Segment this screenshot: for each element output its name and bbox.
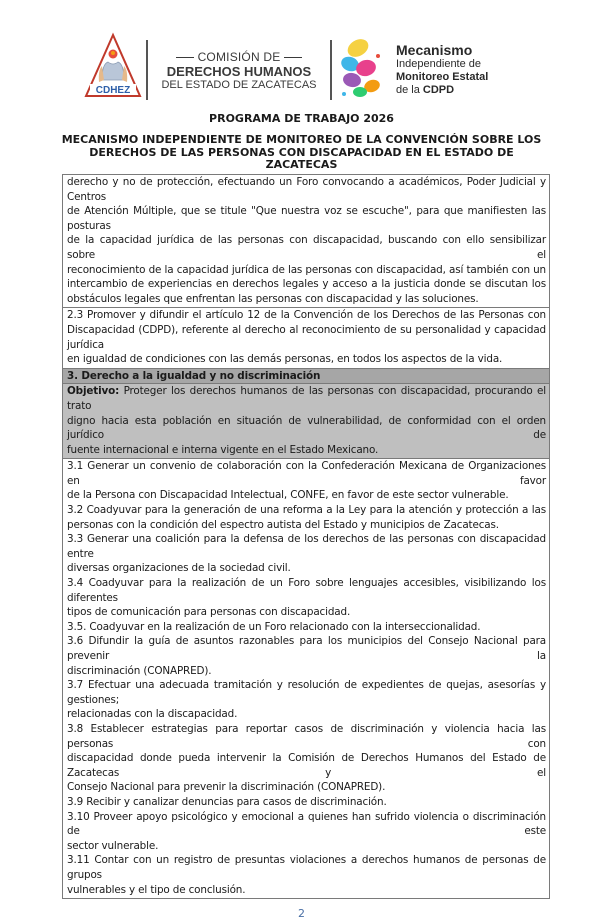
main-title (30, 134, 573, 172)
text-line: en igualdad de condiciones con las demás personas, en todos los aspectos de la vida. (67, 353, 503, 366)
objective-line: fuente internacional e interna vigente en el Estado Mexicano. (67, 443, 379, 456)
text-line: 3.9 Recibir y canalizar denuncias para casos de discriminación. (67, 795, 387, 808)
mechanism-logo-line2: Independiente de (396, 58, 482, 70)
text-line: discriminación (CONAPRED). (67, 664, 212, 677)
action-item (67, 459, 546, 503)
cdhez-name-line2: DERECHOS HUMANOS (166, 64, 312, 79)
text-line: reconocimiento de la capacidad jurídica de las personas con discapacidad, así también con un (67, 263, 546, 276)
text-line: 3.10 Proveer apoyo psicológico y emocional a quienes han sufrido violencia o discriminación de este (67, 810, 546, 838)
items-cell (63, 458, 549, 898)
text-line: 3.6 Difundir la guía de asuntos razonables para los municipios del Consejo Nacional para prevenir la (67, 635, 546, 662)
program-title: PROGRAMA DE TRABAJO 2026 (209, 112, 394, 125)
cdhez-name-line1-text: COMISIÓN DE (197, 50, 281, 64)
objective-text: Proteger los derechos humanos de las personas con discapacidad, procurando el trato (67, 385, 546, 412)
cdhez-name (152, 50, 326, 92)
text-line: intercambio de experiencias en derechos legales y acceso a la justicia donde se discutan los (67, 278, 546, 291)
action-item (67, 634, 546, 678)
objective-line: digno hacia esta población en situación de vulnerabilidad, de conformidad con el orden jurídico de (67, 414, 546, 442)
cdhez-name-line1 (152, 50, 326, 64)
document-header (84, 32, 524, 106)
main-title-line: DERECHOS DE LAS PERSONAS CON DISCAPACIDAD EN EL ESTADO DE (89, 145, 514, 159)
text-line: 3.8 Establecer estrategias para reportar casos de discriminación y violencia hacia las personas con (67, 722, 546, 750)
text-line: 3.1 Generar un convenio de colaboración con la Confederación Mexicana de Organizaciones en favor (67, 460, 546, 487)
action-item (67, 795, 546, 810)
cdhez-name-line3: DEL ESTADO DE ZACATECAS (161, 79, 317, 91)
cdhez-logo-text: CDHEZ (95, 85, 131, 96)
text-line: vulnerables y el tipo de conclusión. (67, 883, 246, 896)
mechanism-logo-line4-prefix: de la (396, 84, 423, 96)
main-title-line: ZACATECAS (265, 158, 338, 171)
action-item (67, 722, 546, 795)
action-item (67, 853, 546, 897)
objective-line (67, 384, 546, 413)
section-header: 3. Derecho a la igualdad y no discriminación (63, 368, 549, 384)
text-line: 3.4 Coadyuvar para la realización de un Foro sobre lenguajes accesibles, visibilizando los diferentes (67, 577, 546, 604)
mechanism-logo-line1: Mecanismo (396, 42, 473, 58)
action-item (67, 620, 546, 635)
text-line: tipos de comunicación para personas con discapacidad. (67, 606, 351, 619)
mechanism-logo-line4-bold: CDPD (422, 84, 455, 96)
mechanism-logo-text (396, 42, 524, 97)
cdhez-logo (84, 32, 142, 100)
continuation-cell (63, 175, 549, 307)
program-table (62, 174, 550, 899)
action-item (67, 503, 546, 532)
text-line: sector vulnerable. (67, 839, 159, 852)
text-line: personas con la condición del espectro autista del Estado y municipios de Zacatecas. (67, 518, 499, 531)
text-line: 3.7 Efectuar una adecuada tramitación y resolución de expedientes de quejas, asesorías y gestiones; (67, 679, 546, 706)
text-line: 3.3 Generar una coalición para la defensa de los derechos de las personas con discapacidad entre (67, 533, 546, 560)
text-line: 3.5. Coadyuvar en la realización de un Foro relacionado con la interseccionalidad. (67, 620, 481, 633)
text-line: 3.2 Coadyuvar para la generación de una reforma a la Ley para la atención y protección a las (67, 504, 546, 517)
text-line: discapacidad donde pueda intervenir la Comisión de Derechos Humanos del Estado de Zacatecas y el (67, 752, 546, 779)
objective-cell (63, 383, 549, 458)
action-item (67, 532, 546, 576)
item-2-3-cell (63, 307, 549, 367)
text-line: derecho y no de protección, efectuando un Foro convocando a académicos, Poder Judicial y Centros (67, 176, 546, 203)
text-line: de la capacidad jurídica de las personas con discapacidad, buscando con ello sensibilizar sobre el (67, 234, 546, 261)
objective-label: Objetivo: (67, 385, 120, 398)
text-line: obstáculos legales que enfrentan las personas con discapacidad y las soluciones. (67, 292, 479, 305)
header-divider (330, 40, 332, 100)
text-line: de la Persona con Discapacidad Intelectual, CONFE, en favor de este sector vulnerable. (67, 489, 509, 502)
mechanism-logo-line3: Monitoreo Estatal (396, 71, 489, 83)
text-line: relacionadas con la discapacidad. (67, 708, 238, 721)
main-title-line: MECANISMO INDEPENDIENTE DE MONITOREO DE LA CONVENCIÓN SOBRE LOS (61, 133, 542, 146)
colorful-hands-icon (336, 34, 392, 102)
text-line: Consejo Nacional para prevenir la discriminación (CONAPRED). (67, 781, 386, 794)
text-line: 3.11 Contar con un registro de presuntas violaciones a derechos humanos de personas de grupos (67, 854, 546, 881)
page-number: 2 (298, 907, 305, 920)
action-item (67, 810, 546, 854)
header-divider (146, 40, 148, 100)
mechanism-logo-line4 (396, 84, 524, 97)
text-line: diversas organizaciones de la sociedad civil. (67, 562, 291, 575)
action-item (67, 678, 546, 722)
text-line: 2.3 Promover y difundir el artículo 12 de la Convención de los Derechos de las Personas con (67, 309, 546, 322)
action-item (67, 576, 546, 620)
text-line: de Atención Múltiple, que se titule "Que nuestra voz se escuche", para que manifiesten las posturas (67, 205, 546, 232)
text-line: Discapacidad (CDPD), referente al derecho al reconocimiento de su personalidad y capacidad jurídica (67, 323, 546, 351)
